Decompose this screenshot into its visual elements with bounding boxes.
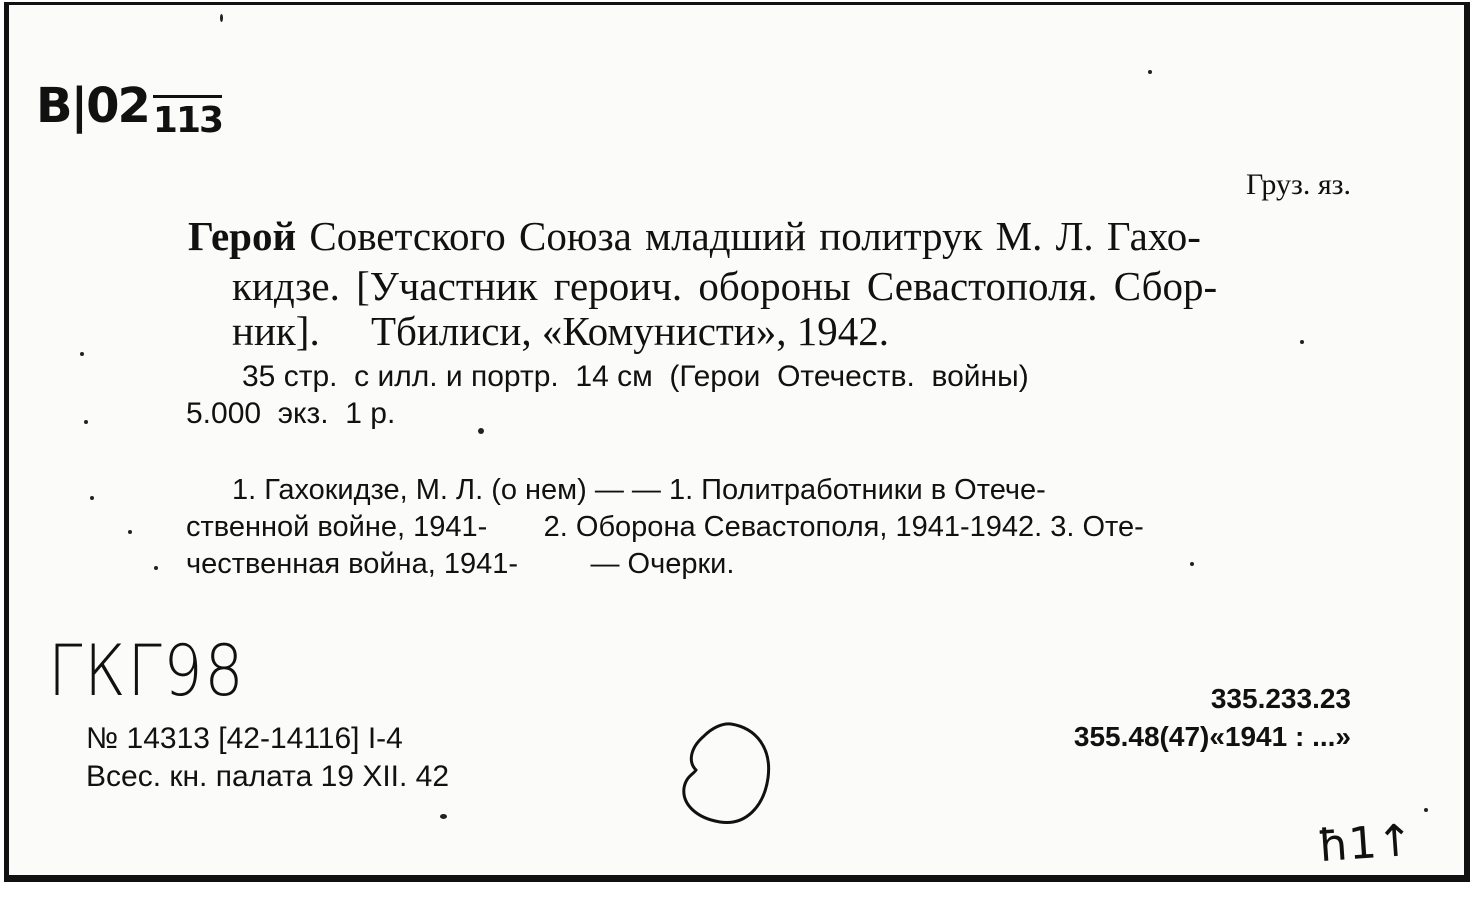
- title-line-1: [188, 213, 1201, 260]
- udc-line-1: 335.233.23: [1210, 683, 1351, 714]
- title-line-2: кидзе. [Участник героич. обороны Севастополя. Сбор-: [232, 263, 1218, 309]
- collation-line-2: 5.000 экз. 1 р.: [186, 397, 396, 430]
- subjects-line-2: ственной войне, 1941- 2. Оборона Севастополя, 1941-1942. 3. Оте-: [186, 511, 1144, 543]
- language-note: Груз. яз.: [1245, 168, 1351, 201]
- udc-classification: [1074, 680, 1351, 756]
- hand-drawn-oval-mark: [676, 718, 776, 828]
- collation-line-1: 35 стр. с илл. и портр. 14 см (Герои Отечеств. войны): [242, 360, 1029, 393]
- subjects-line-3: чественная война, 1941- — Очерки.: [186, 548, 735, 580]
- book-chamber-date: Всес. кн. палата 19 XII. 42: [86, 760, 450, 793]
- subjects-line-1: 1. Гахокидзе, М. Л. (о нем) — — 1. Политработники в Отече-: [232, 474, 1046, 506]
- title-line-3: ник]. Тбилиси, «Комунисти», 1942.: [232, 308, 890, 354]
- title-text: Советского Союза младший политрук М. Л. Гахо-: [309, 213, 1201, 259]
- handwritten-call-number-middle: ГКГ98: [48, 630, 246, 712]
- handwritten-call-number-top: B|02 113: [36, 78, 223, 141]
- handwritten-mark-bottom-right: ħ1↑: [1316, 814, 1416, 873]
- registration-number: № 14313 [42-14116] I-4: [86, 722, 403, 755]
- udc-line-2: 355.48(47)«1941 : ...»: [1073, 721, 1351, 752]
- title-bold-word: Герой: [188, 213, 297, 259]
